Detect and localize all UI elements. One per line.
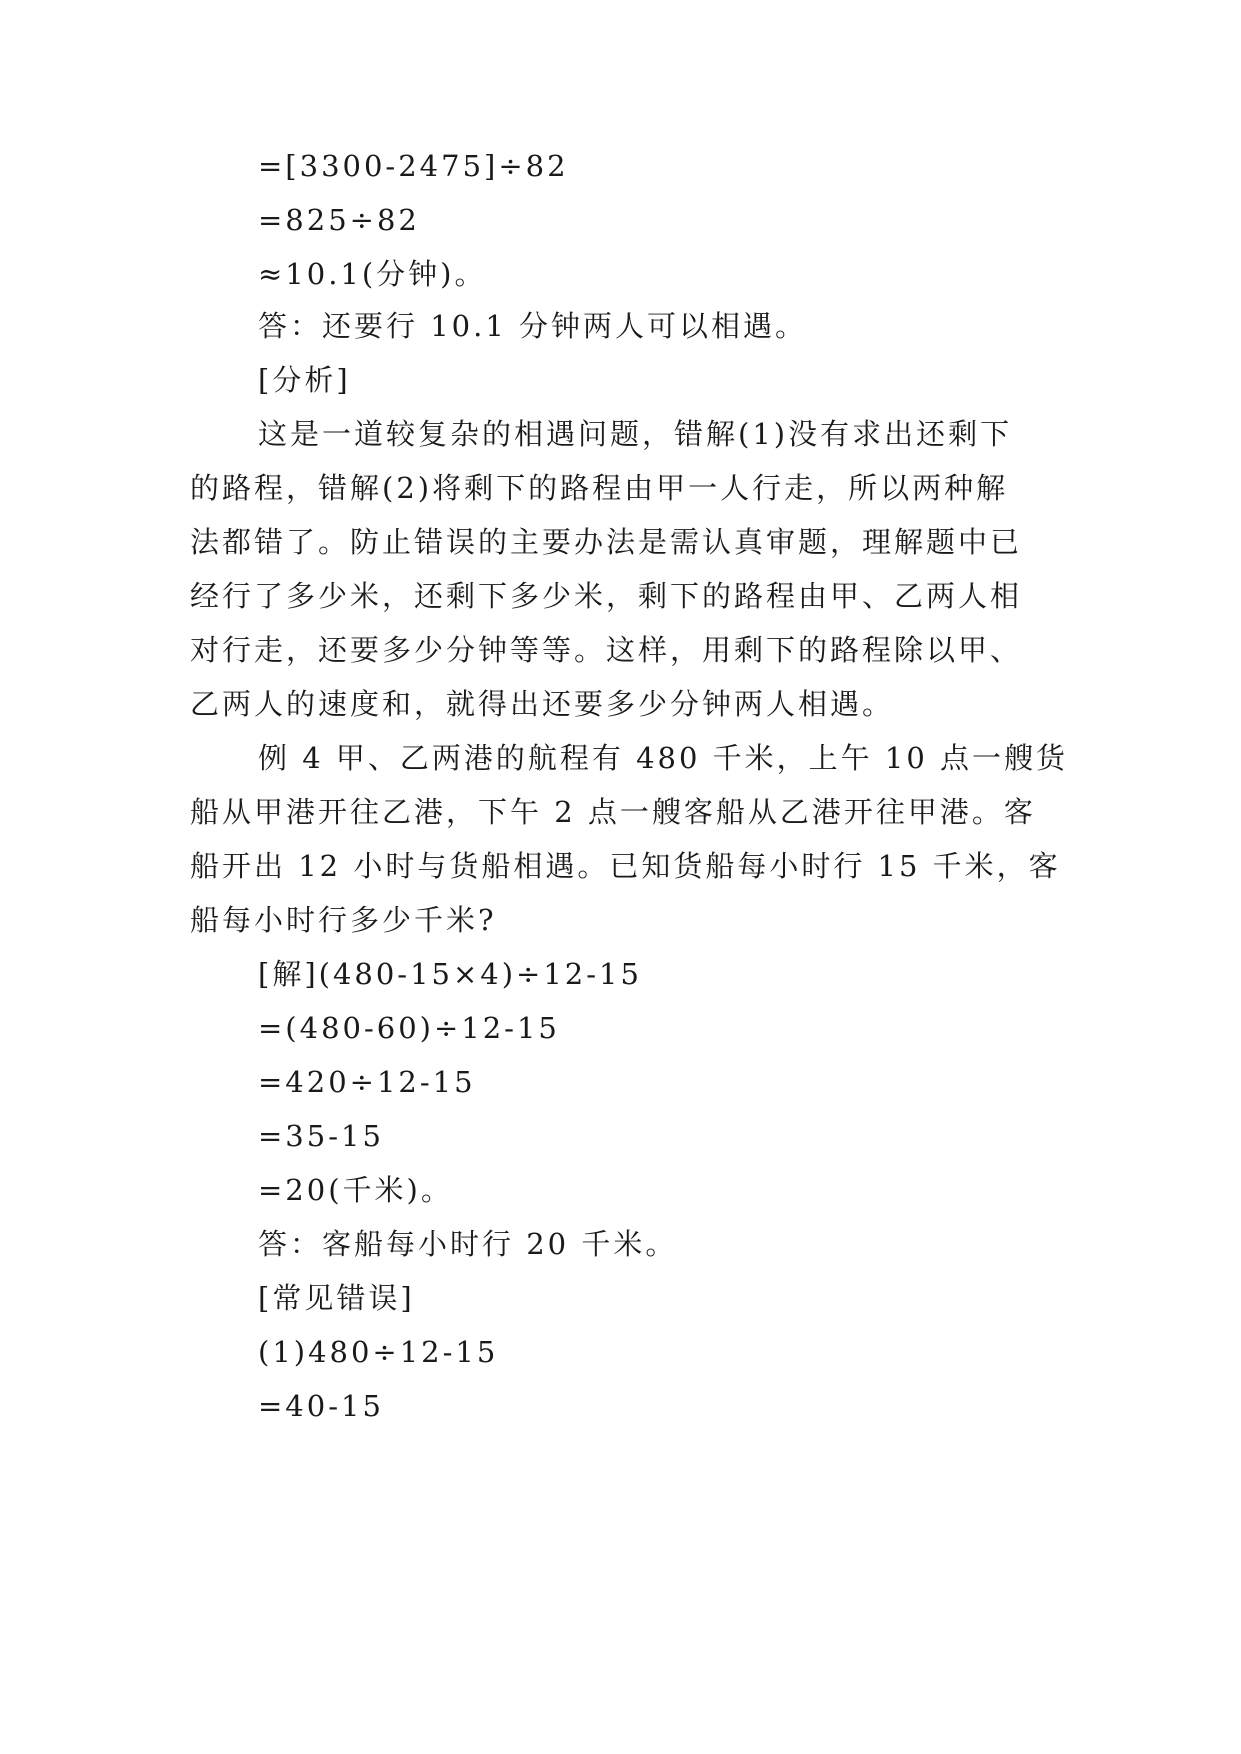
equation-line: (1)480÷12-15 — [258, 1335, 499, 1369]
equation-line: =825÷82 — [258, 203, 420, 237]
paragraph-line: 的路程，错解(2)将剩下的路程由甲一人行走，所以两种解 — [190, 471, 1009, 505]
example-line: 船从甲港开往乙港，下午 2 点一艘客船从乙港开往甲港。客 — [190, 795, 1036, 829]
equation-line: =[3300-2475]÷82 — [258, 149, 569, 183]
equation-line: =40-15 — [258, 1389, 384, 1423]
section-heading: [分析] — [258, 363, 351, 397]
answer-line: 答：还要行 10.1 分钟两人可以相遇。 — [258, 309, 808, 343]
equation-line: =420÷12-15 — [258, 1065, 476, 1099]
paragraph-line: 这是一道较复杂的相遇问题，错解(1)没有求出还剩下 — [258, 417, 1013, 451]
section-heading: [常见错误] — [258, 1281, 415, 1315]
paragraph-line: 对行走，还要多少分钟等等。这样，用剩下的路程除以甲、 — [190, 633, 1023, 667]
equation-line: =35-15 — [258, 1119, 384, 1153]
example-line: 例 4 甲、乙两港的航程有 480 千米，上午 10 点一艘货 — [258, 741, 1069, 775]
equation-line: =(480-60)÷12-15 — [258, 1011, 560, 1045]
solution-line: [解](480-15×4)÷12-15 — [258, 957, 642, 991]
paragraph-line: 经行了多少米，还剩下多少米，剩下的路程由甲、乙两人相 — [190, 579, 1023, 613]
equation-line: ≈10.1(分钟)。 — [258, 257, 487, 291]
example-line: 船开出 12 小时与货船相遇。已知货船每小时行 15 千米，客 — [190, 849, 1061, 883]
answer-line: 答：客船每小时行 20 千米。 — [258, 1227, 678, 1261]
equation-line: =20(千米)。 — [258, 1173, 453, 1207]
paragraph-line: 乙两人的速度和，就得出还要多少分钟两人相遇。 — [190, 687, 895, 721]
paragraph-line: 法都错了。防止错误的主要办法是需认真审题，理解题中已 — [190, 525, 1023, 559]
example-line: 船每小时行多少千米? — [190, 903, 497, 937]
